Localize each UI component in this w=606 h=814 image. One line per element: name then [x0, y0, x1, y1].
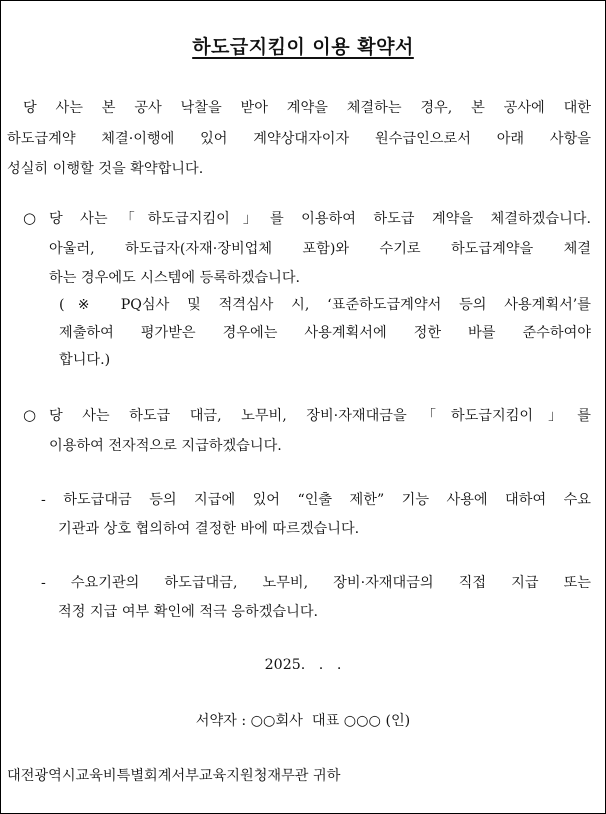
- item1-line-1: 당 사는「하도급지킴이」를 이용하여 하도급 계약을 체결하겠습니다.: [49, 211, 591, 227]
- document-title: 하도급지킴이 이용 확약서: [192, 36, 414, 58]
- item2-sub1-line-1: - 하도급대금 등의 지급에 있어 “인출 제한” 기능 사용에 대하여 수요: [41, 492, 591, 508]
- item2-line-2: 이용하여 전자적으로 지급하겠습니다.: [49, 438, 282, 454]
- item1-line-3: 하는 경우에도 시스템에 등록하겠습니다.: [49, 270, 301, 286]
- item1-note-line-2: 제출하여 평가받은 경우에는 사용계획서에 정한 바를 준수하여야: [59, 325, 591, 341]
- intro-line-2: 하도급계약 체결·이행에 있어 계약상대자이자 원수급인으로서 아래 사항을: [7, 131, 591, 147]
- item2-line-1: 당 사는 하도급 대금, 노무비, 장비·자재대금을「하도급지킴이」를: [49, 408, 591, 424]
- item1-note-line-1: (※ PQ심사 및 적격심사 시, ‘표준하도급계약서 등의 사용계획서’를: [59, 297, 591, 313]
- signer-line: 서약자 : ○○회사 대표 ○○○ (인): [195, 713, 411, 729]
- item1-note-line-3: 합니다.): [59, 352, 111, 368]
- bullet-circle-icon: ○: [23, 209, 37, 227]
- pledge-date: 2025. . .: [264, 657, 342, 673]
- item2-sub2-line-1: - 수요기관의 하도급대금, 노무비, 장비·자재대금의 직접 지급 또는: [41, 575, 591, 591]
- bullet-circle-icon: ○: [23, 406, 37, 424]
- item2-sub2-line-2: 적정 지급 여부 확인에 적극 응하겠습니다.: [58, 604, 319, 620]
- item1-line-2: 아울러, 하도급자(자재·장비업체 포함)와 수기로 하도급계약을 체결: [49, 241, 591, 257]
- intro-line-1: 당 사는 본 공사 낙찰을 받아 계약을 체결하는 경우, 본 공사에 대한: [23, 100, 591, 116]
- intro-line-3: 성실히 이행할 것을 확약합니다.: [7, 161, 204, 177]
- recipient-line: 대전광역시교육비특별회계서부교육지원청재무관 귀하: [7, 768, 341, 784]
- item2-sub1-line-2: 기관과 상호 협의하여 결정한 바에 따르겠습니다.: [58, 521, 360, 537]
